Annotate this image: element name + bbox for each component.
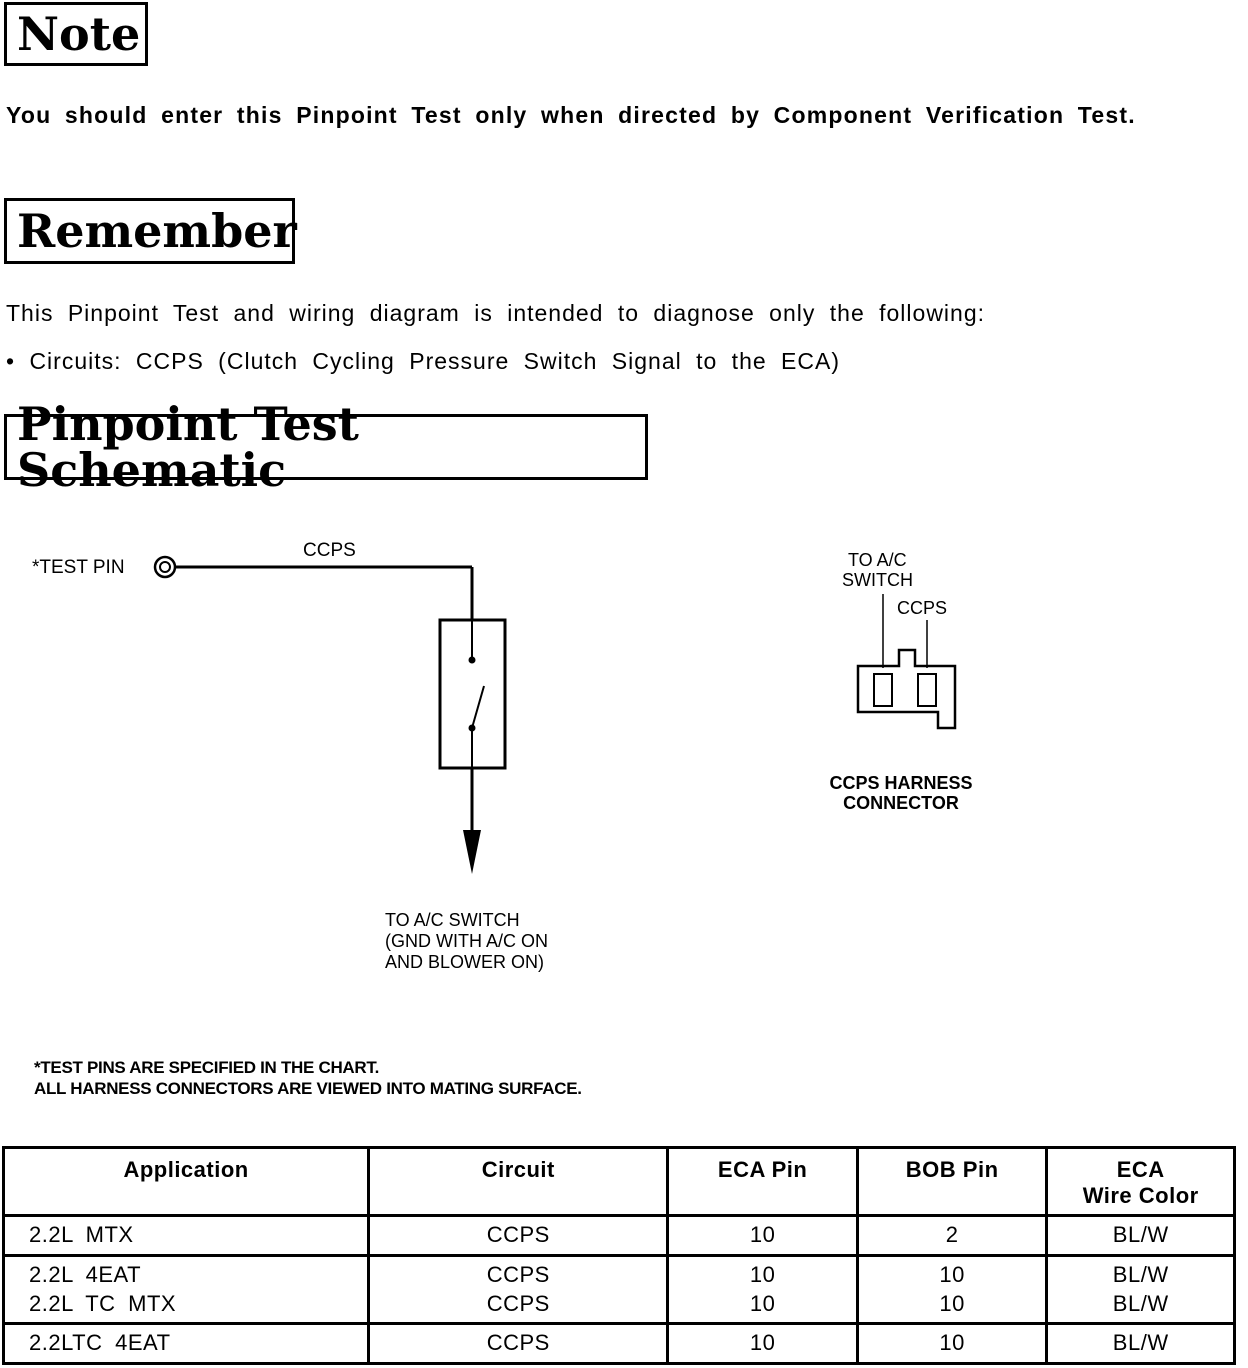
cell-application-line-2: 2.2L TC MTX <box>29 1290 177 1316</box>
cell-eca-pin-line-1: 10 <box>749 1261 776 1287</box>
cell-eca-pin: 10 <box>668 1324 858 1364</box>
schematic-diagram <box>0 500 1248 1000</box>
cell-circuit-line-2: CCPS <box>486 1290 550 1316</box>
cell-circuit: CCPS <box>369 1216 668 1256</box>
ground-arrow-icon <box>463 830 481 874</box>
cell-bob-pin-line-1: 10 <box>939 1261 965 1287</box>
connector-right-label: CCPS <box>897 598 948 618</box>
connector-housing <box>858 650 955 728</box>
cell-bob-pin: 10 <box>857 1324 1047 1364</box>
schematic-heading <box>4 397 648 497</box>
connector-left-label-line-1: TO A/C <box>848 550 907 570</box>
switch-blade <box>472 686 484 728</box>
cell-application <box>4 1256 369 1324</box>
table-row <box>4 1216 1235 1256</box>
cell-eca-pin-line-2: 10 <box>749 1290 776 1316</box>
cell-application: 2.2LTC 4EAT <box>4 1324 369 1364</box>
cell-circuit <box>369 1256 668 1324</box>
table-row <box>4 1324 1235 1364</box>
header-circuit: Circuit <box>369 1148 668 1216</box>
table-header-row <box>4 1148 1235 1216</box>
cell-bob-pin-line-2: 10 <box>939 1290 965 1316</box>
cell-wire-color <box>1047 1256 1235 1324</box>
cell-eca-pin: 10 <box>668 1216 858 1256</box>
connector-left-label-line-2: SWITCH <box>842 570 913 590</box>
footnote-test-pins: *TEST PINS ARE SPECIFIED IN THE CHART. <box>34 1058 380 1077</box>
header-wire-color-line-1: ECA <box>1116 1157 1165 1182</box>
ccps-wire-label: CCPS <box>303 540 356 561</box>
cell-wire-color-line-1: BL/W <box>1112 1261 1169 1287</box>
cell-application-line-1: 2.2L 4EAT <box>29 1261 142 1287</box>
remember-bullet: • Circuits: CCPS (Clutch Cycling Pressure Switch Signal to the ECA) <box>6 348 840 374</box>
header-wire-color-line-2: Wire Color <box>1082 1183 1199 1209</box>
note-heading <box>4 2 148 66</box>
ground-label-line-2: (GND WITH A/C ON <box>385 931 548 951</box>
cell-wire-color-line-2: BL/W <box>1112 1290 1169 1316</box>
remember-heading <box>4 198 295 264</box>
footnote-harness-view: ALL HARNESS CONNECTORS ARE VIEWED INTO MATING SURFACE. <box>34 1079 582 1098</box>
cell-circuit-line-1: CCPS <box>486 1261 550 1287</box>
cell-wire-color: BL/W <box>1047 1216 1235 1256</box>
header-application: Application <box>4 1148 369 1216</box>
connector-caption-line-1: CCPS HARNESS <box>829 773 973 793</box>
note-text: You should enter this Pinpoint Test only when directed by Component Verification Test. <box>6 102 1136 128</box>
connector-caption-line-2: CONNECTOR <box>843 793 959 813</box>
table-row <box>4 1256 1235 1324</box>
remember-heading-text: Remember <box>17 204 297 258</box>
cell-circuit: CCPS <box>369 1324 668 1364</box>
cell-wire-color: BL/W <box>1047 1324 1235 1364</box>
header-eca-pin: ECA Pin <box>668 1148 858 1216</box>
note-heading-text: Note <box>17 7 141 61</box>
cell-bob-pin: 2 <box>857 1216 1047 1256</box>
test-pin-outer-circle <box>155 557 175 577</box>
cell-application: 2.2L MTX <box>4 1216 369 1256</box>
connector-terminal-left <box>874 674 892 706</box>
ground-label-line-3: AND BLOWER ON) <box>385 952 545 972</box>
test-pin-inner-circle <box>160 562 170 572</box>
remember-text: This Pinpoint Test and wiring diagram is intended to diagnose only the following: <box>6 300 986 326</box>
cell-eca-pin <box>668 1256 858 1324</box>
connector-terminal-right <box>918 674 936 706</box>
header-wire-color <box>1047 1148 1235 1216</box>
schematic-heading-text: Pinpoint Test Schematic <box>17 397 359 497</box>
test-pin-label: *TEST PIN <box>32 557 125 578</box>
cell-bob-pin <box>857 1256 1047 1324</box>
ground-label-line-1: TO A/C SWITCH <box>385 910 520 930</box>
pin-chart-table <box>2 1146 1236 1365</box>
switch-contact-top <box>469 657 476 664</box>
header-bob-pin: BOB Pin <box>857 1148 1047 1216</box>
